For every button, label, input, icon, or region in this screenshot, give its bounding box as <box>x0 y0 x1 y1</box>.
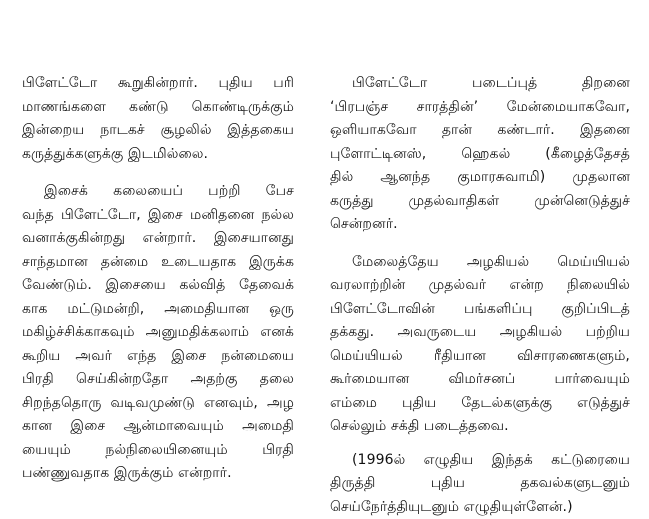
text-line: மகிழ்ச்சிக்காகவும் அனுமதிக்கலாம் எனக் <box>22 321 294 345</box>
text-line: செல்லும் சக்தி படைத்தவை. <box>330 415 630 439</box>
text-line: மேலைத்தேய அழகியல் மெய்யியல் <box>330 251 630 275</box>
text-line: சிறந்ததொரு வடிவமுண்டு எனவும், அழ <box>22 392 294 416</box>
text-line: மெய்யியல் ரீதியான விசாரணைகளும், <box>330 345 630 369</box>
text-line: திருத்தி புதிய தகவல்களுடனும் <box>330 472 630 496</box>
text-line: பிளேட்டோவின் பங்களிப்பு குறிப்பிடத் <box>330 298 630 322</box>
text-line: கருத்து முதல்வாதிகள் முன்னெடுத்துச் <box>330 190 630 214</box>
text-line: இசைக் கலையைப் பற்றி பேச <box>22 180 294 204</box>
text-line: ஒளியாகவோ தான் கண்டார். இதனை <box>330 119 630 143</box>
paragraph-gap <box>330 439 630 449</box>
text-line: சாந்தமான தன்மை உடையதாக இருக்க <box>22 251 294 275</box>
text-line: பண்ணுவதாக இருக்கும் என்றார். <box>22 462 294 486</box>
text-line: பிளேட்டோ படைப்புத் திறனை <box>330 72 630 96</box>
right-paragraph-1 <box>330 72 630 237</box>
text-line: பிளேட்டோ கூறுகின்றார். புதிய பரி <box>22 72 294 96</box>
text-line: வேண்டும். இசையை கல்வித் தேவைக் <box>22 274 294 298</box>
text-line: யையும் நல்நிலையினையும் பிரதி <box>22 439 294 463</box>
text-line: கூறிய அவர் எந்த இசை நன்மையை <box>22 345 294 369</box>
text-line: ‘பிரபஞ்ச சாரத்தின்’ மேன்மையாகவோ, <box>330 96 630 120</box>
text-line: சென்றனர். <box>330 213 630 237</box>
text-line: தில் ஆனந்த குமாரசுவாமி) முதலான <box>330 166 630 190</box>
left-column <box>22 72 294 486</box>
text-line: தக்கது. அவருடைய அழகியல் பற்றிய <box>330 321 630 345</box>
left-paragraph-2 <box>22 180 294 486</box>
text-line: மாணங்களை கண்டு கொண்டிருக்கும் <box>22 96 294 120</box>
text-line: வரலாற்றின் முதல்வர் என்ற நிலையில் <box>330 274 630 298</box>
text-line: செய்நேர்த்தியுடனும் எழுதியுள்ளேன்.) <box>330 496 630 519</box>
text-line: (1996ல் எழுதிய இந்தக் கட்டுரையை <box>330 449 630 473</box>
text-line: கருத்துக்களுக்கு இடமில்லை. <box>22 143 294 167</box>
text-line: காக மட்டுமன்றி, அமைதியான ஒரு <box>22 298 294 322</box>
right-paragraph-2 <box>330 251 630 439</box>
text-line: எம்மை புதிய தேடல்களுக்கு எடுத்துச் <box>330 392 630 416</box>
text-line: புளோட்டினஸ், ஹெகல் (கீழைத்தேசத் <box>330 143 630 167</box>
text-line: கூர்மையான விமர்சனப் பார்வையும் <box>330 368 630 392</box>
right-paragraph-3 <box>330 449 630 519</box>
text-line: பிரதி செய்கின்றதோ அதற்கு தலை <box>22 368 294 392</box>
paragraph-gap <box>330 237 630 251</box>
text-line: கான இசை ஆன்மாவையும் அமைதி <box>22 415 294 439</box>
paragraph-gap <box>22 166 294 180</box>
right-column <box>330 72 630 519</box>
text-line: வனாக்குகின்றது என்றார். இசையானது <box>22 227 294 251</box>
text-line: வந்த பிளேட்டோ, இசை மனிதனை நல்ல <box>22 204 294 228</box>
left-paragraph-1 <box>22 72 294 166</box>
text-line: இன்றைய நாடகச் சூழலில் இத்தகைய <box>22 119 294 143</box>
